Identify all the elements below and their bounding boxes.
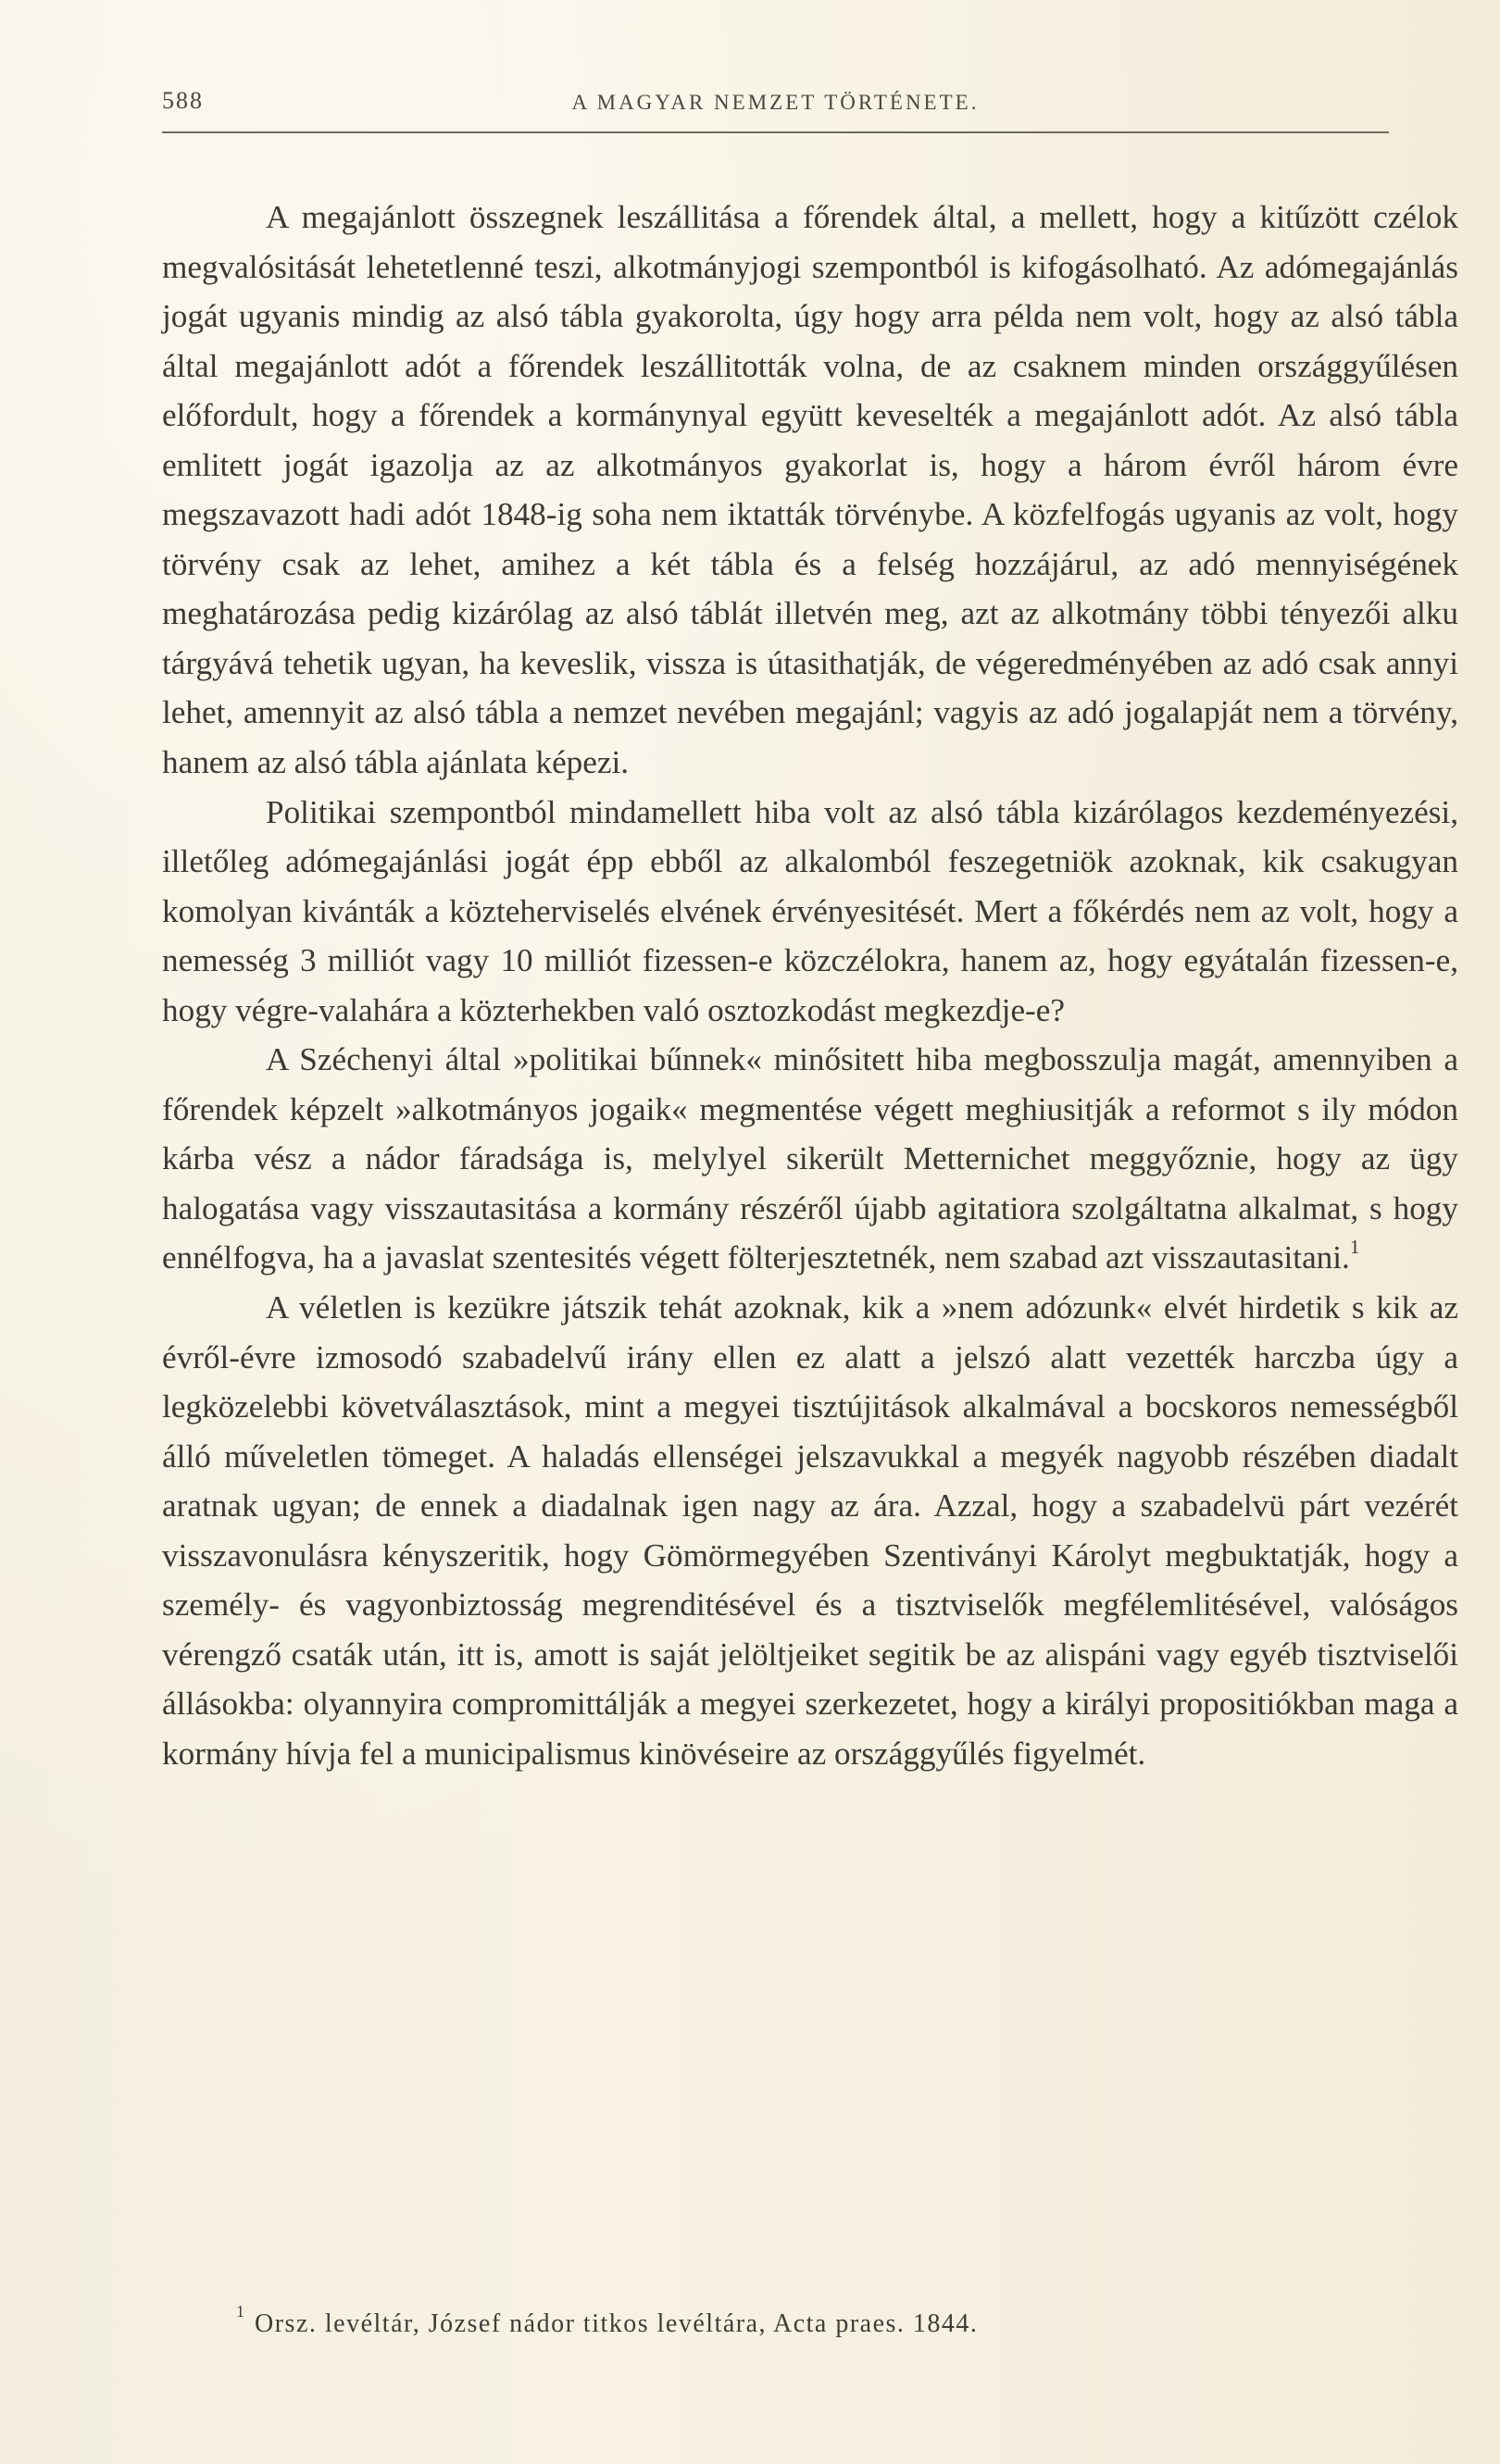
footnote-reference: 1 bbox=[1349, 1236, 1360, 1259]
page-number: 588 bbox=[162, 87, 204, 114]
paragraph-4: A véletlen is kezükre játszik tehát azoknak, kik a »nem adózunk« elvét hirdetik s kik az évről-évre izmosodó szabadelvű irány ellen ez alatt a jelszó alatt vezették harczba úgy a legközelebbi követválasztások, mint a megyei tisztújitások alkalmával a bocskoros nemességből álló műveletlen tömeget. A haladás ellenségei jelszavukkal a megyék nagyobb részében diadalt aratnak ugyan; de ennek a diadalnak igen nagy az ára. Azzal, hogy a szabadelvü párt vezérét visszavonulásra kényszeritik, hogy Gömörmegyében Szentiványi Károlyt megbuktatják, hogy a személy- és vagyonbiztosság megrenditésével és a tisztviselők megfélemlitésével, valóságos vérengző csaták után, itt is, amott is saját jelöltjeiket segitik be az alispáni vagy egyéb tisztviselői állásokba: olyannyira compromittálják a megyei szerkezetet, hogy a királyi propositiókban maga a kormány hívja fel a municipalismus kinövéseire az országgyűlés figyelmét. bbox=[162, 1289, 1458, 1772]
main-text bbox=[162, 193, 1458, 1779]
page-header bbox=[162, 81, 1389, 133]
paragraph-1: A megajánlott összegnek leszállitása a főrendek által, a mellett, hogy a kitűzött czélok megvalósitását lehetetlenné teszi, alkotmányjogi szempontból is kifogásolható. Az adómegajánlás jogát ugyanis mindig az alsó tábla gyakorolta, úgy hogy arra példa nem volt, hogy az alsó tábla által megajánlott adót a főrendek leszállitották volna, de az csaknem minden országgyűlésen előfordult, hogy a főrendek a kormánynyal együtt keveselték a megajánlott adót. Az alsó tábla emlitett jogát igazolja az az alkotmányos gyakorlat is, hogy a három évről három évre megszavazott hadi adót 1848-ig soha nem iktatták törvénybe. A közfelfogás ugyanis az volt, hogy törvény csak az lehet, amihez a két tábla és a felség hozzájárul, az adó mennyiségének meghatározása pedig kizárólag az alsó táblát illetvén meg, azt az alkotmány többi tényezői alku tárgyává tehetik ugyan, ha keveslik, vissza is útasithatják, de végeredményében az adó csak annyi lehet, amennyit az alsó tábla a nemzet nevében megajánl; vagyis az adó jogalapját nem a törvény, hanem az alsó tábla ajánlata képezi. bbox=[162, 199, 1458, 781]
running-title: A MAGYAR NEMZET TÖRTÉNETE. bbox=[571, 91, 980, 114]
footnote-text: Orsz. levéltár, József nádor titkos levéltára, Acta praes. 1844. bbox=[255, 2309, 979, 2338]
paragraph-3 bbox=[162, 1035, 1458, 1283]
footnote-mark: 1 bbox=[236, 2302, 246, 2321]
paragraph-2: Politikai szempontból mindamellett hiba volt az alsó tábla kizárólagos kezdeményezési, illetőleg adómegajánlási jogát épp ebből az alkalomból feszegetniök azoknak, kik csakugyan komolyan kivánták a közteherviselés elvének érvényesitését. Mert a főkérdés nem az volt, hogy a nemesség 3 milliót vagy 10 milliót fizessen-e közczélokra, hanem az, hogy egyátalán fizessen-e, hogy végre-valahára a közterhekben való osztozkodást megkezdje-e? bbox=[162, 793, 1458, 1028]
paragraph-3-text: A Széchenyi által »politikai bűnnek« minősitett hiba megbosszulja magát, amennyiben a főrendek képzelt »alkotmányos jogaik« megmentése végett meghiusitják a reformot s ily módon kárba vész a nádor fáradsága is, melylyel sikerült Metternichet meggyőznie, hogy az ügy halogatása vagy visszautasitása a kormány részéről újabb agitatiora szolgáltatna alkalmat, s hogy ennélfogva, ha a javaslat szentesités végett fölterjesztetnék, nem szabad azt visszautasitani. bbox=[162, 1041, 1458, 1276]
footnote bbox=[236, 2302, 1366, 2339]
